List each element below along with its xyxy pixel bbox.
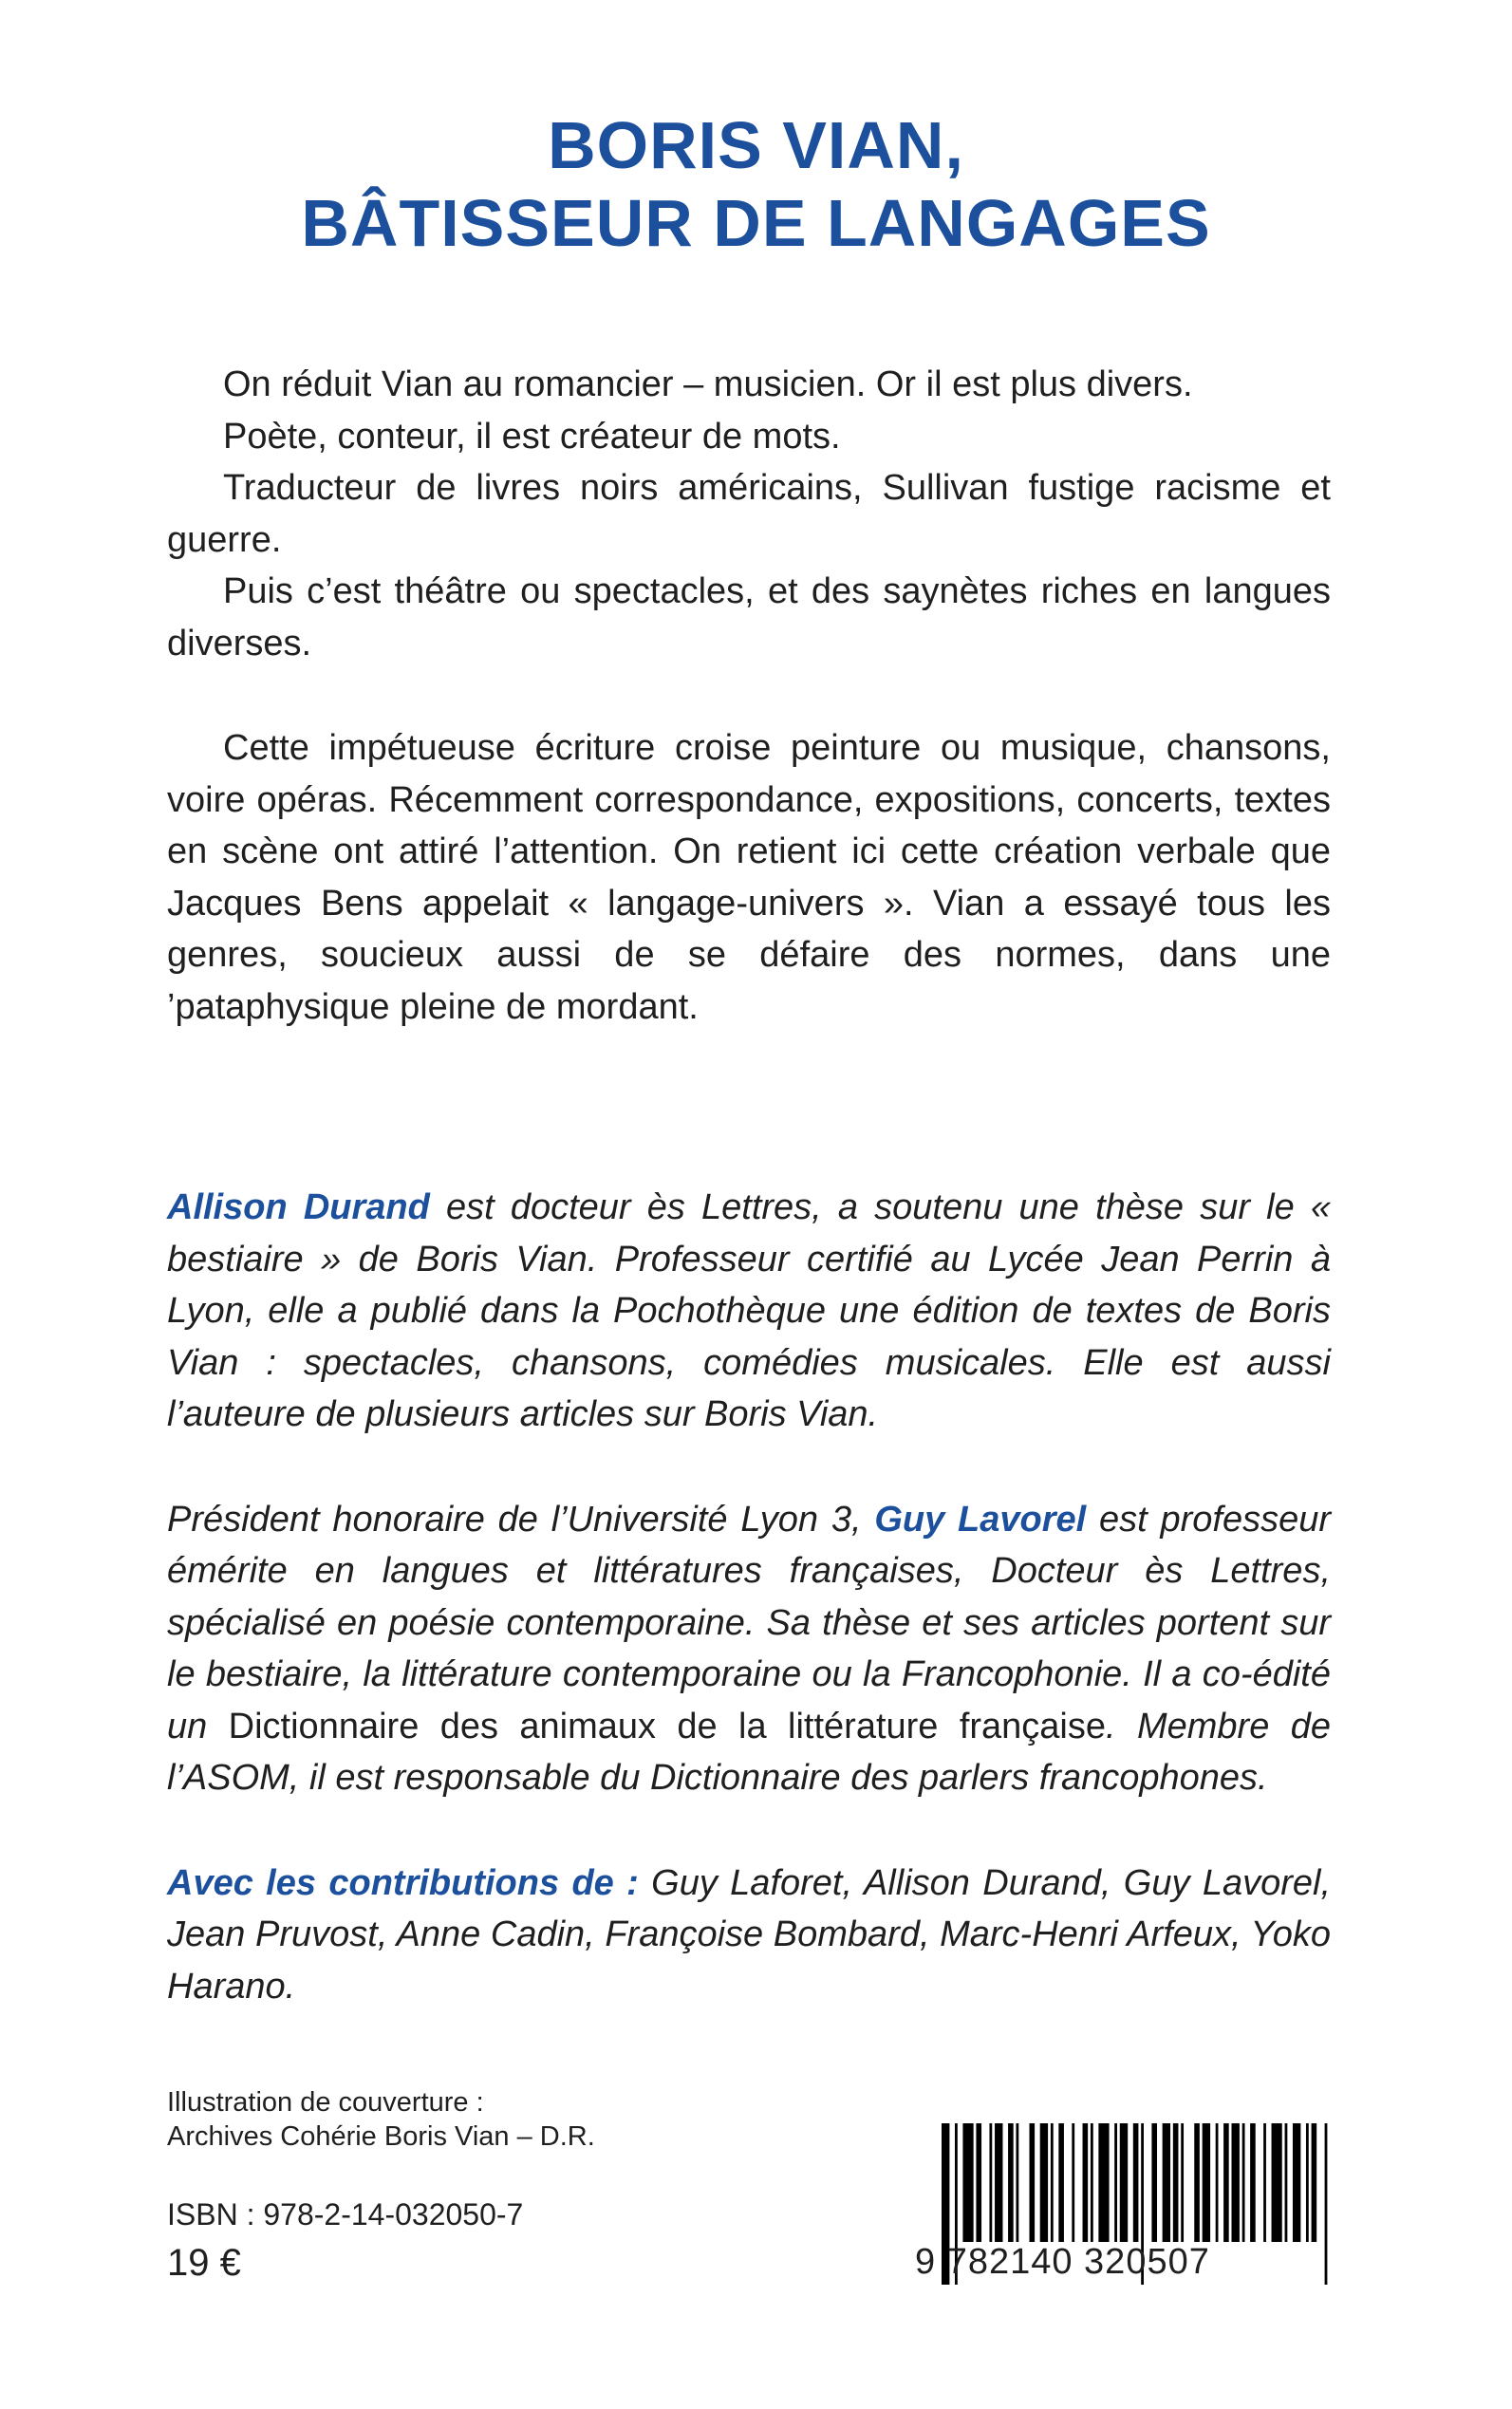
barcode-bar — [1181, 2123, 1184, 2242]
barcode-bar — [1120, 2123, 1128, 2242]
barcode-bar — [989, 2123, 992, 2242]
bio-guy-lavorel — [167, 1494, 1331, 1804]
barcode-bar — [1272, 2123, 1282, 2242]
barcode-bar — [1306, 2123, 1309, 2242]
summary-paragraph-5: Cette impétueuse écriture croise peinture ou musique, chansons, voire opéras. Récemment correspondance, expositions, concerts, textes en scène ont attiré l’attention. On retient ici cette création verbale que Jacques Bens appelait « langage-univers ». Vian a essayé tous les genres, soucieux aussi de se défaire des normes, dans une ’pataphysique pleine de mordant. — [167, 728, 1331, 1027]
book-title-dictionnaire: Dictionnaire des animaux de la littérature française — [228, 1706, 1107, 1746]
author-name-lavorel: Guy Lavorel — [874, 1499, 1087, 1540]
bio-block — [167, 1182, 1331, 2012]
barcode-bar — [1072, 2123, 1074, 2242]
paragraph-gap — [167, 1441, 1331, 1494]
paragraph-gap — [167, 1804, 1331, 1858]
paragraph-gap — [167, 669, 1331, 722]
barcode-bar — [1151, 2123, 1157, 2242]
title-line-2: BÂTISSEUR DE LANGAGES — [301, 186, 1211, 260]
barcode-bar — [962, 2123, 973, 2242]
barcode-bar — [1203, 2123, 1210, 2242]
bio-durand-text: est docteur ès Lettres, a soutenu une thèse sur le « bestiaire » de Boris Vian. Professeur certifié au Lycée Jean Perrin à Lyon, elle a publié dans la Pochothèque une édition de textes de Boris Vian : spectacles, chansons, comédies musicales. Elle est aussi l’auteure de plusieurs articles sur Boris Vian. — [167, 1187, 1331, 1434]
barcode-bar — [1232, 2123, 1240, 2242]
price: 19 € — [167, 2242, 241, 2284]
summary-paragraph-2: Poète, conteur, il est créateur de mots. — [223, 416, 841, 457]
barcode-bar — [1242, 2123, 1245, 2242]
barcode-bar — [1216, 2123, 1219, 2242]
book-title — [0, 106, 1512, 262]
cover-credit-line-1: Illustration de couverture : — [167, 2087, 484, 2118]
barcode-digits: 9 782140 320507 — [915, 2242, 1210, 2282]
barcode-bar — [1058, 2123, 1064, 2242]
barcode-bar — [1008, 2123, 1014, 2242]
barcode-bar — [995, 2123, 1002, 2242]
bio-lavorel-intro: Président honoraire de l’Université Lyon 3, — [167, 1499, 875, 1540]
barcode-bar — [1263, 2123, 1266, 2242]
barcode-bar — [1293, 2123, 1300, 2242]
barcode-bar — [1250, 2123, 1256, 2242]
barcode-bar — [1114, 2123, 1117, 2242]
barcode-bar — [1091, 2123, 1093, 2242]
barcode-bar — [1098, 2123, 1109, 2242]
barcode-bar — [1312, 2123, 1317, 2242]
title-line-1: BORIS VIAN, — [548, 108, 964, 182]
barcode-bar — [976, 2123, 981, 2242]
barcode-bar — [1051, 2123, 1054, 2242]
summary-block — [167, 359, 1331, 1033]
isbn: ISBN : 978-2-14-032050-7 — [167, 2197, 524, 2232]
barcode-bar — [1029, 2123, 1035, 2242]
barcode-bar — [1163, 2123, 1170, 2242]
bio-allison-durand — [167, 1182, 1331, 1441]
barcode-bar — [1083, 2123, 1089, 2242]
barcode-bar — [1173, 2123, 1179, 2242]
cover-credit — [167, 2085, 595, 2154]
barcode-bar — [1040, 2123, 1048, 2242]
barcode-bar — [1285, 2123, 1288, 2242]
contributions-label: Avec les contributions de : — [167, 1862, 639, 1903]
summary-paragraph-3: Traducteur de livres noirs américains, Sullivan fustige racisme et guerre. — [167, 468, 1331, 560]
bio-lavorel-text: est professeur émérite en langues et littératures françaises, Docteur ès Lettres, spécialisé en poésie contemporaine. Sa thèse et ses articles portent sur le bestiaire, la littérature contemporaine ou la Francophonie. Il a co-édité un — [167, 1499, 1332, 1746]
author-name-durand: Allison Durand — [167, 1187, 430, 1227]
barcode-bar — [1016, 2123, 1018, 2242]
contributions-names: Guy Laforet, Allison Durand, Guy Lavorel, Jean Pruvost, Anne Cadin, Françoise Bombard, Marc-Henri Arfeux, Yoko Harano. — [167, 1862, 1332, 2007]
summary-paragraph-1: On réduit Vian au romancier – musicien. Or il est plus divers. — [223, 364, 1193, 404]
contributions — [167, 1858, 1331, 2013]
cover-credit-line-2: Archives Cohérie Boris Vian – D.R. — [167, 2121, 595, 2152]
barcode-bar — [1223, 2123, 1229, 2242]
summary-paragraph-4: Puis c’est théâtre ou spectacles, et des saynètes riches en langues diverses. — [167, 571, 1331, 663]
barcode-bar — [1133, 2123, 1139, 2242]
bio-lavorel-end: . Membre de l’ASOM, il est responsable du Dictionnaire des parlers francophones. — [167, 1706, 1331, 1798]
barcode-bar — [1194, 2123, 1200, 2242]
